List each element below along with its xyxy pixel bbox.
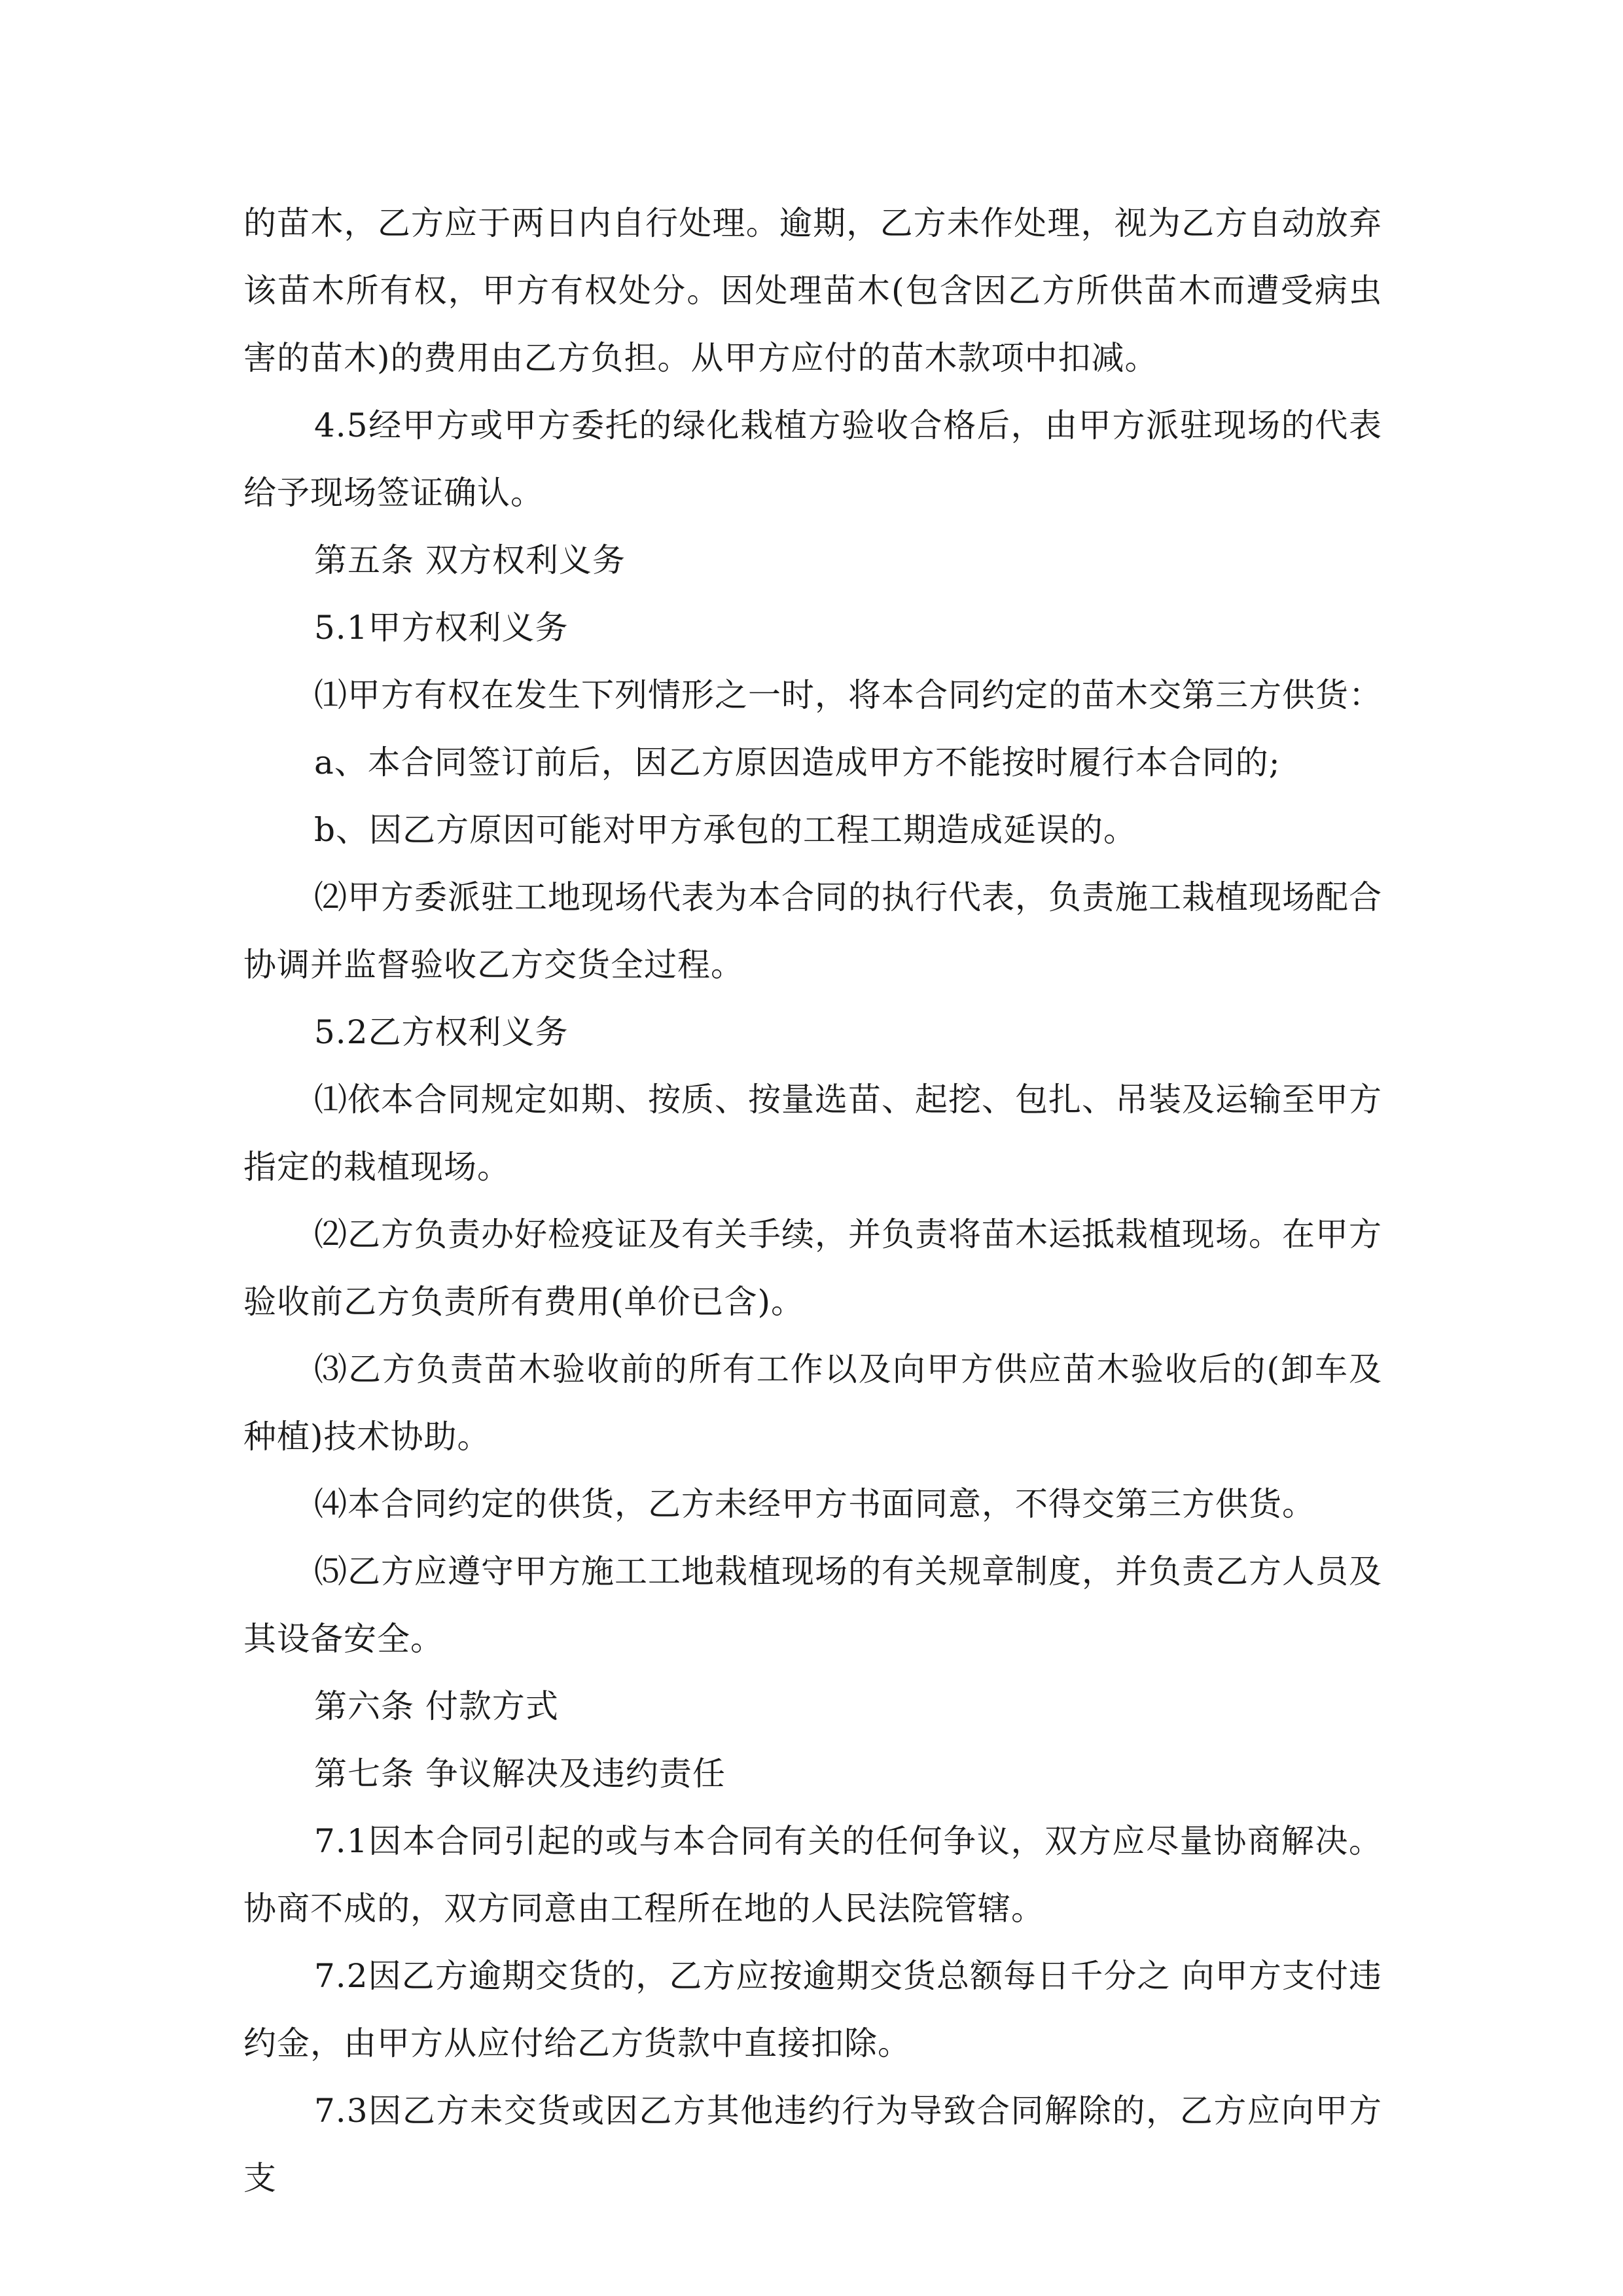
paragraph-5-2-2: ⑵乙方负责办好检疫证及有关手续，并负责将苗木运抵栽植现场。在甲方验收前乙方负责所有费用(单价已含)。 bbox=[243, 1215, 1382, 1321]
document-body bbox=[243, 190, 1382, 2212]
paragraph-2: 4.5经甲方或甲方委托的绿化栽植方验收合格后，由甲方派驻现场的代表给予现场签证确认。 bbox=[243, 406, 1382, 512]
section-heading-7: 第七条 争议解决及违约责任 bbox=[314, 1755, 726, 1793]
paragraph-1: 的苗木，乙方应于两日内自行处理。逾期，乙方未作处理，视为乙方自动放弃该苗木所有权，甲方有权处分。因处理苗木(包含因乙方所供苗木而遭受病虫害的苗木)的费用由乙方负担。从甲方应付的苗木款项中扣减。 bbox=[243, 204, 1382, 377]
subsection-heading-5-1: 5.1甲方权利义务 bbox=[314, 609, 569, 647]
section-heading-6: 第六条 付款方式 bbox=[314, 1687, 559, 1725]
paragraph-5-1-2: ⑵甲方委派驻工地现场代表为本合同的执行代表，负责施工栽植现场配合协调并监督验收乙方交货全过程。 bbox=[243, 878, 1382, 984]
list-item-b: b、因乙方原因可能对甲方承包的工程工期造成延误的。 bbox=[314, 811, 1137, 849]
paragraph-5-1-1: ⑴甲方有权在发生下列情形之一时，将本合同约定的苗木交第三方供货： bbox=[314, 676, 1382, 714]
paragraph-5-2-4: ⑷本合同约定的供货，乙方未经甲方书面同意，不得交第三方供货。 bbox=[314, 1485, 1315, 1523]
paragraph-7-3: 7.3因乙方未交货或因乙方其他违约行为导致合同解除的，乙方应向甲方支 bbox=[243, 2092, 1382, 2197]
section-heading-5: 第五条 双方权利义务 bbox=[314, 541, 626, 579]
paragraph-5-2-5: ⑸乙方应遵守甲方施工工地栽植现场的有关规章制度，并负责乙方人员及其设备安全。 bbox=[243, 1552, 1382, 1658]
paragraph-5-2-1: ⑴依本合同规定如期、按质、按量选苗、起挖、包扎、吊装及运输至甲方指定的栽植现场。 bbox=[243, 1081, 1382, 1186]
subsection-heading-5-2: 5.2乙方权利义务 bbox=[314, 1013, 569, 1051]
paragraph-5-2-3: ⑶乙方负责苗木验收前的所有工作以及向甲方供应苗木验收后的(卸车及种植)技术协助。 bbox=[243, 1350, 1382, 1456]
paragraph-7-2: 7.2因乙方逾期交货的，乙方应按逾期交货总额每日千分之 向甲方支付违约金，由甲方从应付给乙方货款中直接扣除。 bbox=[243, 1957, 1382, 2062]
list-item-a: a、本合同签订前后，因乙方原因造成甲方不能按时履行本合同的; bbox=[314, 744, 1281, 781]
paragraph-7-1: 7.1因本合同引起的或与本合同有关的任何争议，双方应尽量协商解决。协商不成的，双方同意由工程所在地的人民法院管辖。 bbox=[243, 1822, 1382, 1928]
